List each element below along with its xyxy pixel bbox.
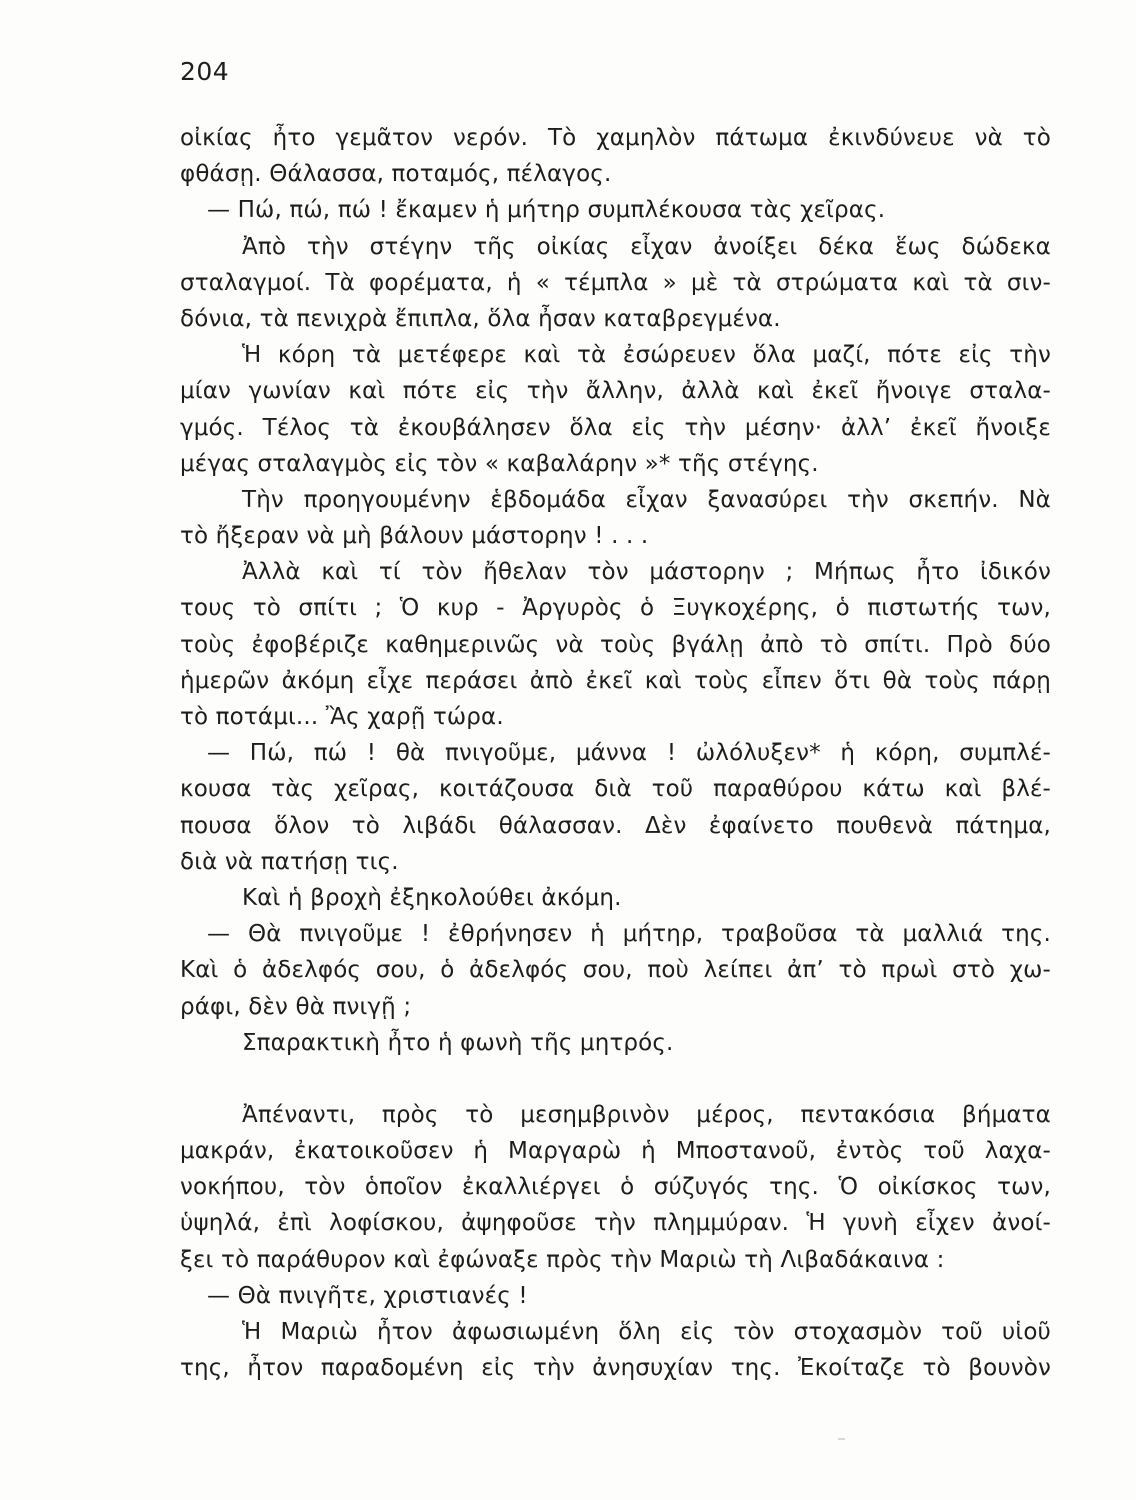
text-line: — Πώ, πώ ! θὰ πνιγοῦμε, μάννα ! ὠλόλυξεν* ἡ κόρη, συμπλέ- — [207, 740, 1051, 767]
text-line: Ἡ Μαριὼ ἦτον ἀφωσιωμένη ὅλη εἰς τὸν στοχασμὸν τοῦ υἱοῦ — [242, 1319, 1051, 1345]
text-line: — Θὰ πνιγοῦμε ! ἐθρήνησεν ἡ μήτηρ, τραβοῦσα τὰ μαλλιά της. — [207, 921, 1051, 948]
text-line: τους τὸ σπίτι ; Ὁ κυρ - Ἀργυρὸς ὁ Ξυγκοχέρης, ὁ πιστωτής των, — [180, 595, 1051, 622]
text-line: μέγας σταλαγμὸς εἰς τὸν « καβαλάρην »* τῆς στέγης. — [180, 450, 819, 477]
text-line: τὸ ποτάμι... Ἂς χαρῇ τώρα. — [180, 704, 504, 730]
text-line: μακράν, ἐκατοικοῦσεν ἡ Μαργαρὼ ἡ Μποστανοῦ, ἐντὸς τοῦ λαχα- — [180, 1138, 1051, 1165]
text-line: Ἀπὸ τὴν στέγην τῆς οἰκίας εἶχαν ἀνοίξει δέκα ἕως δώδεκα — [242, 233, 1051, 260]
text-line: νοκήπου, τὸν ὁποῖον ἐκαλλιέργει ὁ σύζυγός της. Ὁ οἰκίσκος των, — [180, 1174, 1051, 1201]
text-line: διὰ νὰ πατήσῃ τις. — [180, 848, 399, 875]
text-line: — Πώ, πώ, πώ ! ἔκαμεν ἡ μήτηρ συμπλέκουσα τὰς χεῖρας. — [207, 197, 886, 224]
text-line: οἰκίας ἦτο γεμᾶτον νερόν. Τὸ χαμηλὸν πάτωμα ἐκινδύνευε νὰ τὸ — [180, 125, 1051, 151]
scan-speck — [838, 1438, 845, 1440]
text-line: δόνια, τὰ πενιχρὰ ἔπιπλα, ὅλα ἦσαν καταβρεγμένα. — [180, 305, 781, 332]
text-line: Καὶ ὁ ἀδελφός σου, ὁ ἀδελφός σου, ποὺ λείπει ἀπ’ τὸ πρωὶ στὸ χω- — [180, 957, 1051, 984]
text-line: Καὶ ἡ βροχὴ ἐξηκολούθει ἀκόμη. — [242, 884, 622, 911]
text-line: γμός. Τέλος τὰ ἐκουβάλησεν ὅλα εἰς τὴν μέσην· ἀλλ’ ἐκεῖ ἤνοιξε — [180, 414, 1051, 441]
text-line: Τὴν προηγουμένην ἑβδομάδα εἶχαν ξανασύρει τὴν σκεπήν. Νὰ — [242, 486, 1051, 513]
text-line: ξει τὸ παράθυρον καὶ ἐφώναξε πρὸς τὴν Μαριὼ τὴ Λιβαδάκαινα : — [180, 1246, 945, 1273]
body-text — [180, 120, 1051, 1386]
page-number: 204 — [180, 57, 230, 86]
text-line: Σπαρακτικὴ ἦτο ἡ φωνὴ τῆς μητρός. — [242, 1029, 674, 1056]
text-line: σταλαγμοί. Τὰ φορέματα, ἡ « τέμπλα » μὲ τὰ στρώματα καὶ τὰ σιν- — [180, 269, 1051, 296]
section-break — [180, 1061, 1051, 1097]
text-line: φθάσῃ. Θάλασσα, ποταμός, πέλαγος. — [180, 161, 612, 188]
text-line: της, ἦτον παραδομένη εἰς τὴν ἀνησυχίαν της. Ἐκοίταζε τὸ βουνὸν — [180, 1355, 1051, 1382]
text-line: τὸ ἤξεραν νὰ μὴ βάλουν μάστορην ! . . . — [180, 523, 649, 550]
text-line: ἡμερῶν ἀκόμη εἶχε περάσει ἀπὸ ἐκεῖ καὶ τοὺς εἶπεν ὅτι θὰ τοὺς πάρῃ — [180, 667, 1051, 694]
text-line: πουσα ὅλον τὸ λιβάδι θάλασσαν. Δὲν ἐφαίνετο πουθενὰ πάτημα, — [180, 812, 1051, 839]
text-line: — Θὰ πνιγῆτε, χριστιανές ! — [207, 1282, 528, 1309]
text-line: Ἀλλὰ καὶ τί τὸν ἤθελαν τὸν μάστορην ; Μήπως ἦτο ἰδικόν — [242, 559, 1051, 586]
text-line: κουσα τὰς χεῖρας, κοιτάζουσα διὰ τοῦ παραθύρου κάτω καὶ βλέ- — [180, 776, 1051, 803]
text-line: ράφι, δὲν θὰ πνιγῇ ; — [180, 993, 412, 1020]
text-line: τοὺς ἐφοβέριζε καθημερινῶς νὰ τοὺς βγάλῃ ἀπὸ τὸ σπίτι. Πρὸ δύο — [180, 631, 1051, 658]
text-line: Ἀπέναντι, πρὸς τὸ μεσημβρινὸν μέρος, πεντακόσια βήματα — [242, 1101, 1051, 1128]
text-line: ὑψηλά, ἐπὶ λοφίσκου, ἀψηφοῦσε τὴν πλημμύραν. Ἡ γυνὴ εἶχεν ἀνοί- — [180, 1210, 1051, 1237]
text-line: μίαν γωνίαν καὶ πότε εἰς τὴν ἄλλην, ἀλλὰ καὶ ἐκεῖ ἤνοιγε σταλα- — [180, 378, 1051, 405]
text-line: Ἡ κόρη τὰ μετέφερε καὶ τὰ ἐσώρευεν ὅλα μαζί, πότε εἰς τὴν — [242, 342, 1051, 369]
